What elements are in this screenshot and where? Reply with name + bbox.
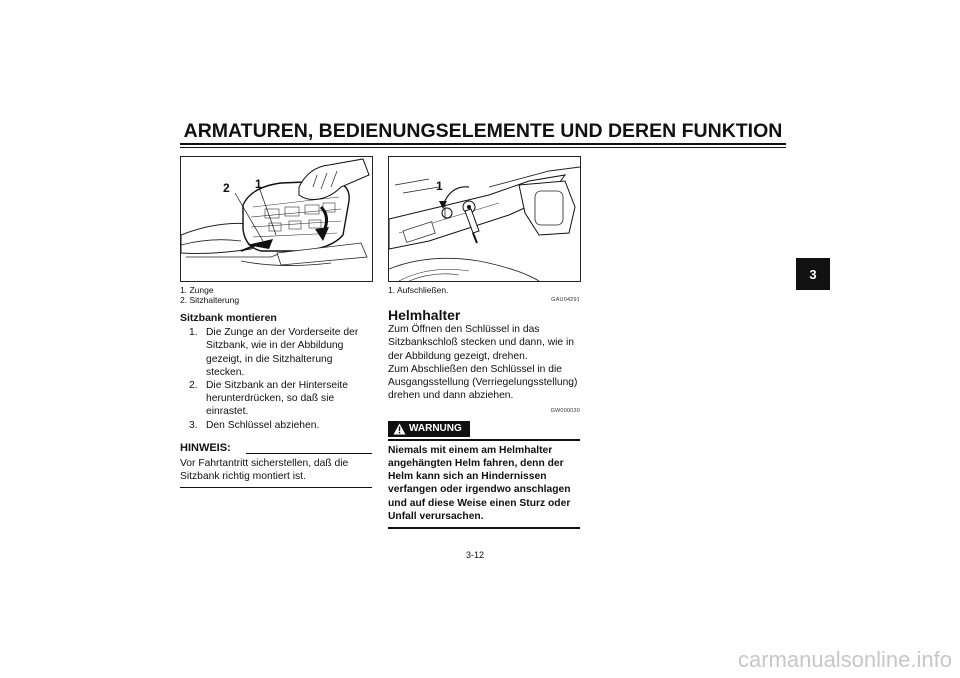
seat-installation-illustration [181,157,372,281]
warning-triangle-icon [393,423,406,435]
caption-item: 1. Zunge [180,285,214,295]
note-label: HINWEIS: [180,442,234,455]
paragraph: Zum Öffnen den Schlüssel in das Sitzbankschloß stecken und dann, wie in der Abbildung gezeigt, drehen. [388,324,575,362]
figure-label-1: 1 [436,179,443,193]
warning-badge [388,421,470,437]
note-rule [246,453,372,454]
list-number: 2. [189,380,198,392]
seat-install-section [180,312,372,488]
header-rule-thin [180,147,786,148]
header-rule [180,143,786,145]
figure-caption-left [180,285,239,305]
list-item [180,379,372,419]
section-heading: Sitzbank montieren [180,312,277,324]
caption-item: 1. Aufschließen. [388,285,449,295]
warning-bottom-rule [388,527,580,529]
note-bottom-rule [180,487,372,488]
section-title: Helmhalter [388,307,461,324]
list-number: 1. [189,327,198,339]
list-text: Die Zunge an der Vorderseite der Sitzbank, wie in der Abbildung gezeigt, in die Sitzhalterung stecken. [206,327,359,378]
helmet-holder-section [388,294,580,529]
list-text: Die Sitzbank an der Hinterseite herunterdrücken, so daß sie einrastet. [206,380,348,418]
helmet-holder-illustration [389,157,580,281]
warning-text: Niemals mit einem am Helmhalter angehängten Helm fahren, denn der Helm kann sich an Hindernissen verfangen oder irgendwo anschlagen und auf diese Weise einen Sturz oder Unfall verursachen. [388,444,571,522]
list-text: Den Schlüssel abziehen. [206,419,320,431]
page-title: ARMATUREN, BEDIENUNGSELEMENTE UND DEREN FUNKTION [183,120,783,142]
list-number: 3. [189,419,198,431]
seat-installation-figure [180,156,373,282]
warning-label: WARNUNG [409,423,462,435]
figure-label-1: 1 [255,177,262,191]
list-item [180,326,372,379]
figure-label-2: 2 [223,181,230,195]
reference-code: GAU04291 [551,297,580,303]
watermark: carmanualsonline.info [737,647,952,672]
list-item [180,419,372,432]
note-text: Vor Fahrtantritt sicherstellen, daß die Sitzbank richtig montiert ist. [180,457,349,483]
page-number: 3-12 [466,550,485,560]
chapter-tab[interactable]: 3 [796,258,830,290]
caption-item: 2. Sitzhalterung [180,295,240,305]
paragraph: Zum Abschließen den Schlüssel in die Ausgangsstellung (Verriegelungsstellung) drehen und dann abziehen. [388,363,578,402]
reference-code: GW000030 [550,408,580,415]
helmet-holder-figure [388,156,581,282]
note-header [180,442,372,456]
warning-top-rule [388,439,580,441]
